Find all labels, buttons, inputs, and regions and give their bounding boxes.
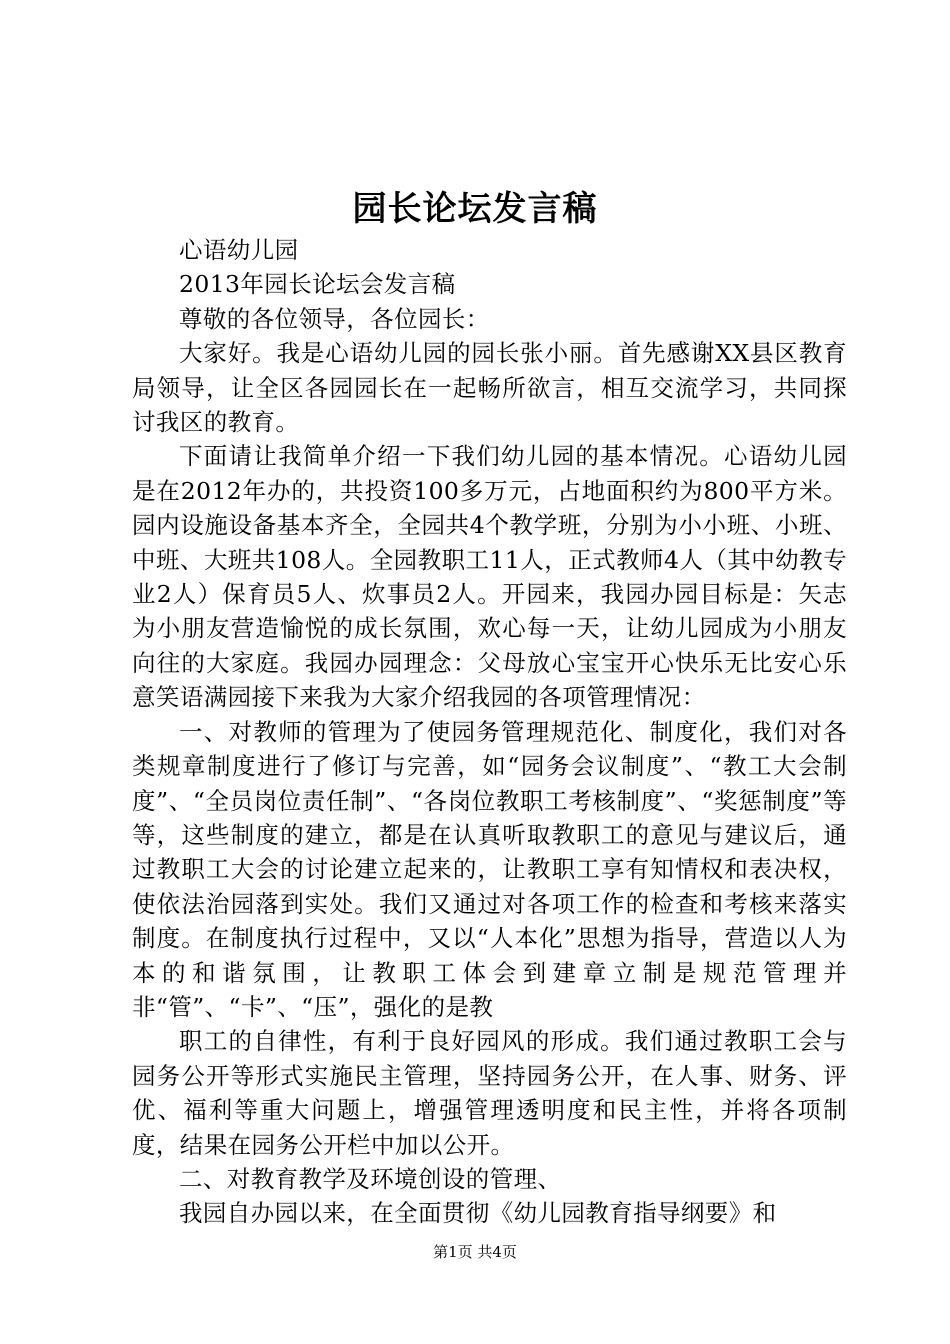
page-footer: 第1页 共4页: [433, 1243, 517, 1261]
paragraph-section-two-heading: 二、对教育教学及环境创设的管理、: [179, 1164, 562, 1193]
paragraph-salutation: 尊敬的各位领导，各位园长：: [179, 304, 490, 333]
paragraph-school-name: 心语幼儿园: [179, 236, 299, 264]
paragraph-greeting: 大家好。我是心语幼儿园的园长张小丽。首先感谢XX县区教育局领导，让全区各园园长在一起畅所欲言，相互交流学习，共同探讨我区的教育。: [132, 339, 847, 437]
paragraph-self-discipline: 职工的自律性，有利于良好园风的形成。我们通过教职工会与园务公开等形式实施民主管理，坚持园务公开，在人事、财务、评优、福利等重大问题上，增强管理透明度和民主性，并将各项制度，结果在园务公开栏中加以公开。: [132, 1027, 847, 1159]
paragraph-section-two-body: 我园自办园以来，在全面贯彻《幼儿园教育指导纲要》和: [179, 1199, 777, 1228]
paragraph-introduction: 下面请让我简单介绍一下我们幼儿园的基本情况。心语幼儿园是在2012年办的，共投资100多万元，占地面积约为800平方米。园内设施设备基本齐全，全园共4个教学班，分别为小小班、小班、中班、大班共108人。全园教职工11人，正式教师4人（其中幼教专业2人）保育员5人、炊事员2人。开园来，我园办园目标是：矢志为小朋友营造愉悦的成长氛围，欢心每一天，让幼儿园成为小朋友向往的大家庭。我园办园理念：父母放心宝宝开心快乐无比安心乐意笑语满园接下来我为大家介绍我园的各项管理情况：: [132, 442, 847, 712]
paragraph-teacher-management: 一、对教师的管理为了使园务管理规范化、制度化，我们对各类规章制度进行了修订与完善，如“园务会议制度”、“教工大会制度”、“全员岗位责任制”、“各岗位教职工考核制度”、“奖惩制度”等等，这些制度的建立，都是在认真听取教职工的意见与建议后，通过教职工大会的讨论建立起来的，让教职工享有知情权和表决权，使依法治园落到实处。我们又通过对各项工作的检查和考核来落实制度。在制度执行过程中，又以“人本化”思想为指导，营造以人为本的和谐氛围，让教职工体会到建章立制是规范管理并非“管”、“卡”、“压”，强化的是教: [132, 717, 847, 1021]
document-body: [132, 233, 847, 1231]
paragraph-subtitle: 2013年园长论坛会发言稿: [179, 270, 456, 299]
document-title: 园长论坛发言稿: [352, 189, 598, 229]
